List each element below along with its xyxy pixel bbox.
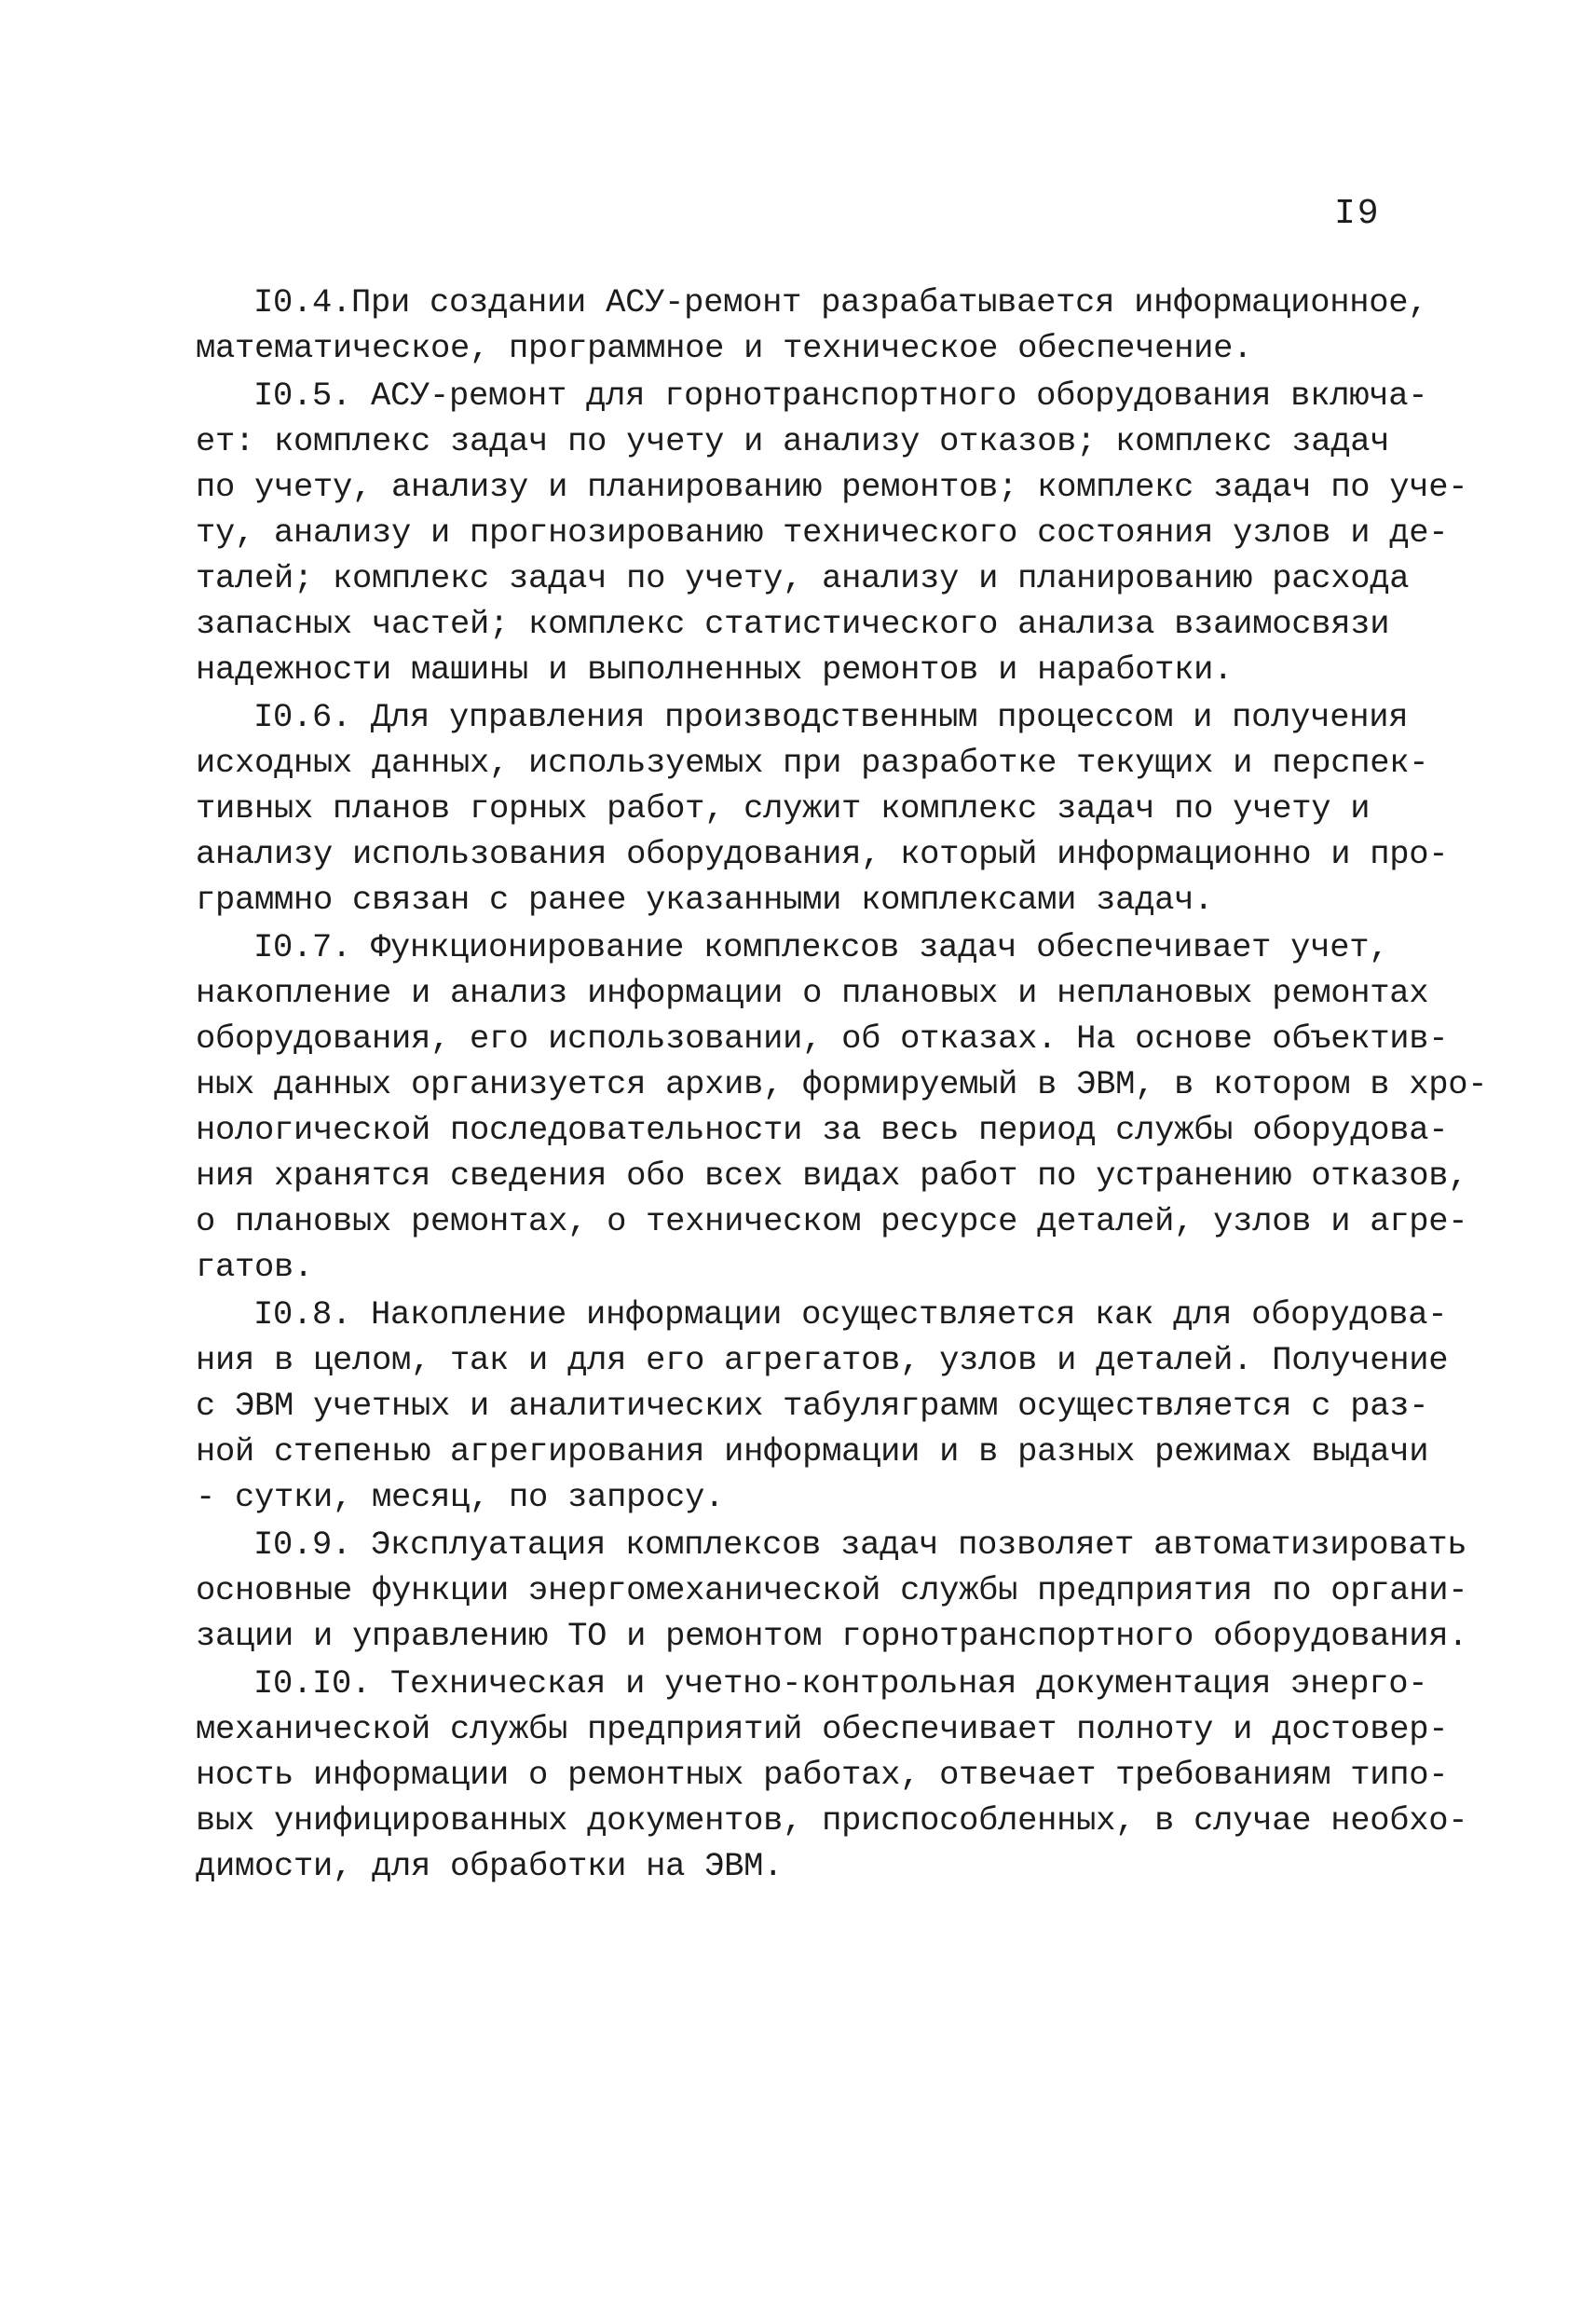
text-line: ность информации о ремонтных работах, отвечает требованиям типо- [196,1756,1449,1794]
text-line: граммно связан с ранее указанными комплексами задач. [196,881,1214,919]
text-line: талей; комплекс задач по учету, анализу и планированию расхода [196,559,1410,597]
text-line: ной степенью агрегирования информации и в разных режимах выдачи [196,1432,1429,1471]
text-line: запасных частей; комплекс статистического анализа взаимосвязи [196,605,1390,643]
text-line: I0.6. Для управления производственным процессом и получения [253,698,1409,736]
paragraph-10-7 [196,924,1488,1290]
paragraph-10-10 [196,1661,1468,1889]
text-line: ту, анализу и прогнозированию технического состояния узлов и де- [196,513,1449,552]
text-line: с ЭВМ учетных и аналитических табуляграмм осуществляется с раз- [196,1387,1429,1425]
text-line: основные функции энергомеханической службы предприятия по органи- [196,1571,1468,1609]
text-line: нологической последовательности за весь период службы оборудова- [196,1111,1449,1149]
text-line: ния в целом, так и для его агрегатов, узлов и деталей. Получение [196,1341,1449,1379]
text-line: I0.8. Накопление информации осуществляется как для оборудова- [253,1295,1448,1334]
text-line: оборудования, его использовании, об отказах. На основе объектив- [196,1019,1449,1058]
text-line: по учету, анализу и планированию ремонтов; комплекс задач по уче- [196,468,1468,506]
paragraph-10-5 [196,373,1468,692]
text-line: исходных данных, используемых при разработке текущих и перспек- [196,744,1429,782]
text-line: анализу использования оборудования, который информационно и про- [196,835,1449,873]
text-line: механической службы предприятий обеспечивает полноту и достовер- [196,1710,1449,1748]
body-text [196,280,1488,1891]
paragraph-10-9 [196,1522,1468,1659]
text-line: I0.7. Функционирование комплексов задач обеспечивает учет, [253,928,1389,966]
text-line: ния хранятся сведения обо всех видах работ по устранению отказов, [196,1156,1468,1195]
text-line: математическое, программное и техническое обеспечение. [196,329,1253,367]
text-line: накопление и анализ информации о плановых и неплановых ремонтах [196,974,1429,1012]
paragraph-10-6 [196,694,1449,923]
text-line: ет: комплекс задач по учету и анализу отказов; комплекс задач [196,422,1390,460]
text-line: I0.9. Эксплуатация комплексов задач позволяет автоматизировать [253,1525,1467,1564]
text-line: вых унифицированных документов, приспособленных, в случае необхо- [196,1801,1468,1840]
text-line: димости, для обработки на ЭВМ. [196,1847,784,1885]
paragraph-10-4 [196,280,1428,371]
text-line: надежности машины и выполненных ремонтов и наработки. [196,650,1234,689]
text-line: - сутки, месяц, по запросу. [196,1478,725,1516]
paragraph-10-8 [196,1292,1449,1520]
text-line: I0.I0. Техническая и учетно-контрольная документация энерго- [253,1664,1428,1703]
text-line: зации и управлению ТО и ремонтом горнотранспортного оборудования. [196,1617,1468,1655]
text-line: ных данных организуется архив, формируемый в ЭВМ, в котором в хро- [196,1065,1488,1103]
text-line: I0.4.При создании АСУ-ремонт разрабатывается информационное, [253,283,1428,321]
page-number: I9 [1334,194,1381,234]
text-line: тивных планов горных работ, служит комплекс задач по учету и [196,789,1371,828]
text-line: гатов. [196,1248,314,1286]
text-line: о плановых ремонтах, о техническом ресурсе деталей, узлов и агре- [196,1202,1468,1240]
text-line: I0.5. АСУ-ремонт для горнотранспортного оборудования включа- [253,376,1428,415]
